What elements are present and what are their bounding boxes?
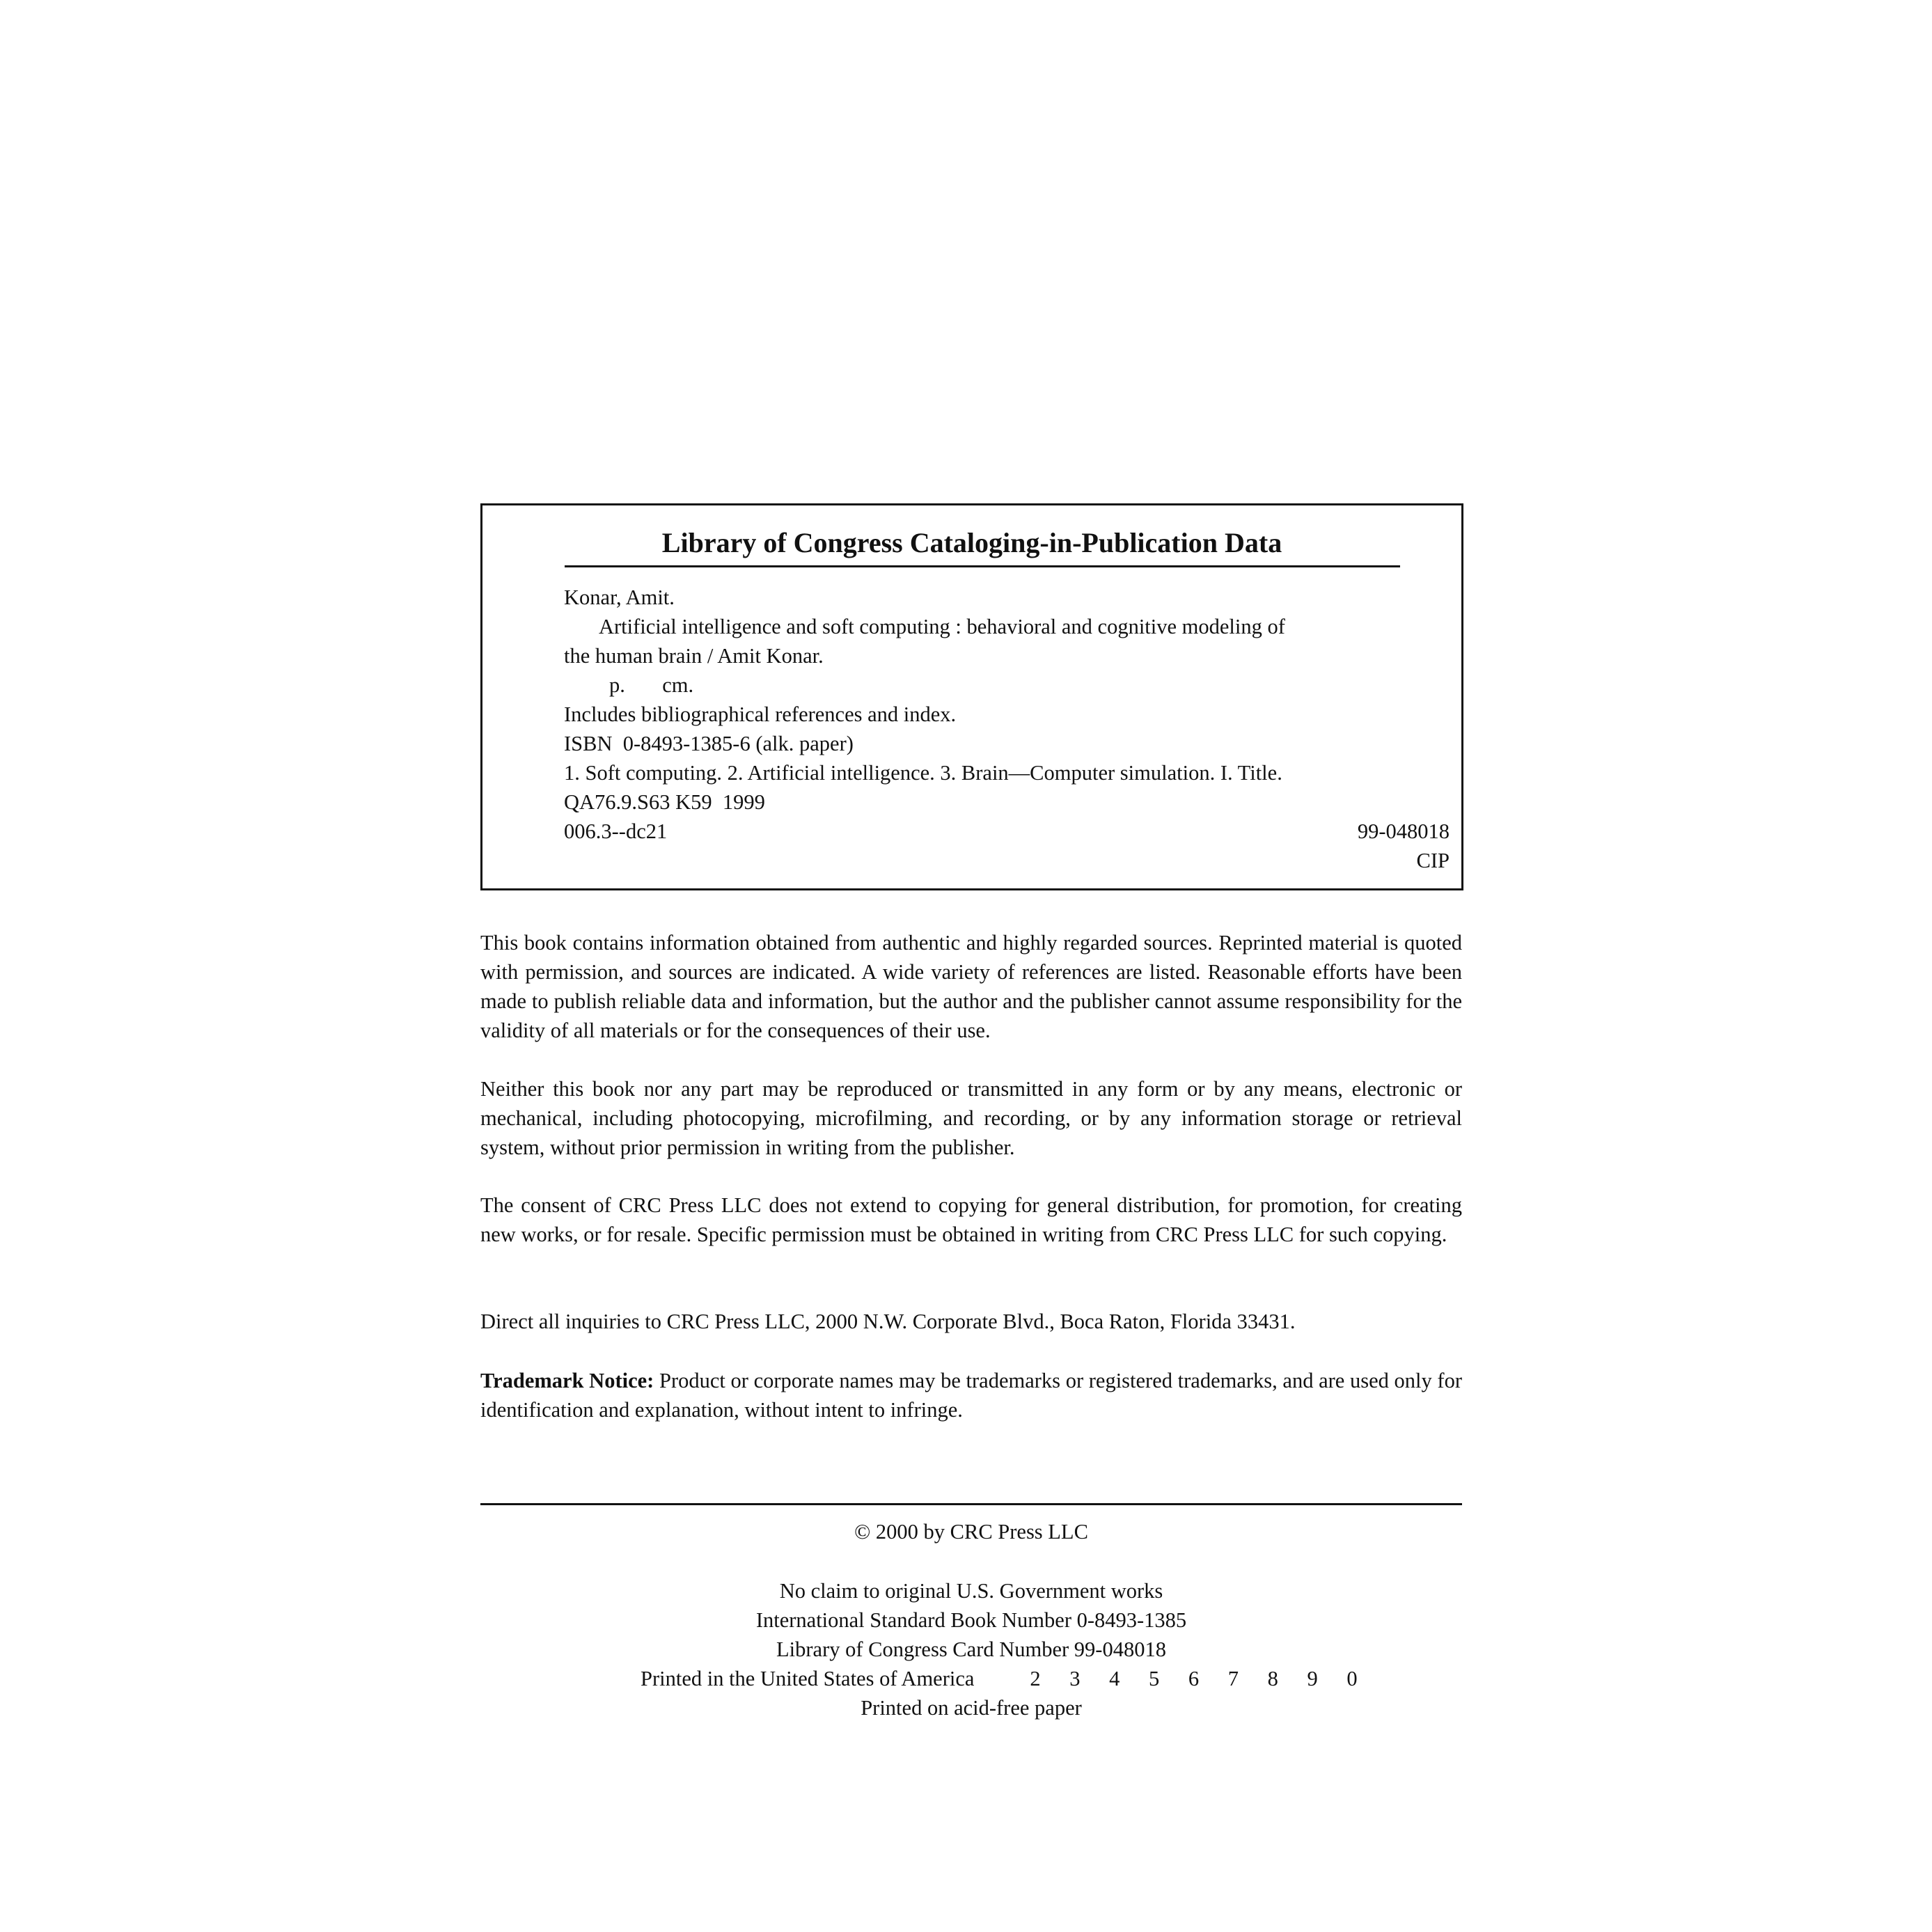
printed-in-row	[641, 1665, 1369, 1693]
cip-divider	[565, 565, 1400, 567]
cip-dewey-number: 006.3--dc21	[564, 819, 668, 843]
trademark-paragraph	[480, 1366, 1462, 1424]
trademark-text: Product or corporate names may be trademarks or registered trademarks, and are used only for identification and explanation, without intent to infringe.	[480, 1369, 1462, 1422]
isbn-line: International Standard Book Number 0-8493-1385	[755, 1608, 1187, 1632]
print-run-numbers: 2 3 4 5 6 7 8 9 0	[1030, 1667, 1369, 1690]
cip-isbn: ISBN 0-8493-1385-6 (alk. paper)	[564, 732, 854, 755]
acid-free-line: Printed on acid-free paper	[861, 1696, 1082, 1720]
cip-lc-call-number: QA76.9.S63 K59 1999	[564, 790, 765, 814]
footer-divider	[480, 1503, 1462, 1505]
trademark-label: Trademark Notice:	[480, 1369, 654, 1392]
sources-paragraph: This book contains information obtained from authentic and highly regarded sources. Reprinted material is quoted with permission, and sources are indicated. A wide variety of references are listed. Reasonable efforts have been made to publish reliable data and information, but the author and the publisher cannot assume responsibility for the validity of all materials or for the consequences of their use.	[480, 931, 1462, 1042]
copyright-line: © 2000 by CRC Press LLC	[854, 1520, 1088, 1544]
lccn-line: Library of Congress Card Number 99-048018	[776, 1638, 1166, 1661]
cip-data-box	[480, 503, 1463, 890]
cip-label: CIP	[1416, 849, 1450, 872]
no-claim-line: No claim to original U.S. Government works	[779, 1579, 1163, 1603]
cip-lccn: 99-048018	[1357, 819, 1450, 843]
inquiries-paragraph: Direct all inquiries to CRC Press LLC, 2000 N.W. Corporate Blvd., Boca Raton, Florida 33431.	[480, 1310, 1296, 1333]
cip-title-line-2: the human brain / Amit Konar.	[564, 644, 824, 668]
cip-author: Konar, Amit.	[564, 586, 675, 609]
printed-in-text: Printed in the United States of America	[641, 1667, 975, 1690]
cip-bibliography-note: Includes bibliographical references and index.	[564, 702, 957, 726]
cip-physical-description: p. cm.	[609, 673, 694, 697]
cip-title: Library of Congress Cataloging-in-Publication Data	[661, 527, 1282, 558]
cip-subjects: 1. Soft computing. 2. Artificial intelligence. 3. Brain—Computer simulation. I. Title.	[564, 761, 1282, 785]
reproduction-paragraph: Neither this book nor any part may be reproduced or transmitted in any form or by any means, electronic or mechanical, including photocopying, microfilming, and recording, or by any information storage or retrieval system, without prior permission in writing from the publisher.	[480, 1077, 1462, 1159]
consent-paragraph: The consent of CRC Press LLC does not extend to copying for general distribution, for promotion, for creating new works, or for resale. Specific permission must be obtained in writing from CRC Press LLC for such copying.	[480, 1193, 1462, 1246]
cip-title-line-1: Artificial intelligence and soft computing : behavioral and cognitive modeling of	[599, 615, 1285, 638]
